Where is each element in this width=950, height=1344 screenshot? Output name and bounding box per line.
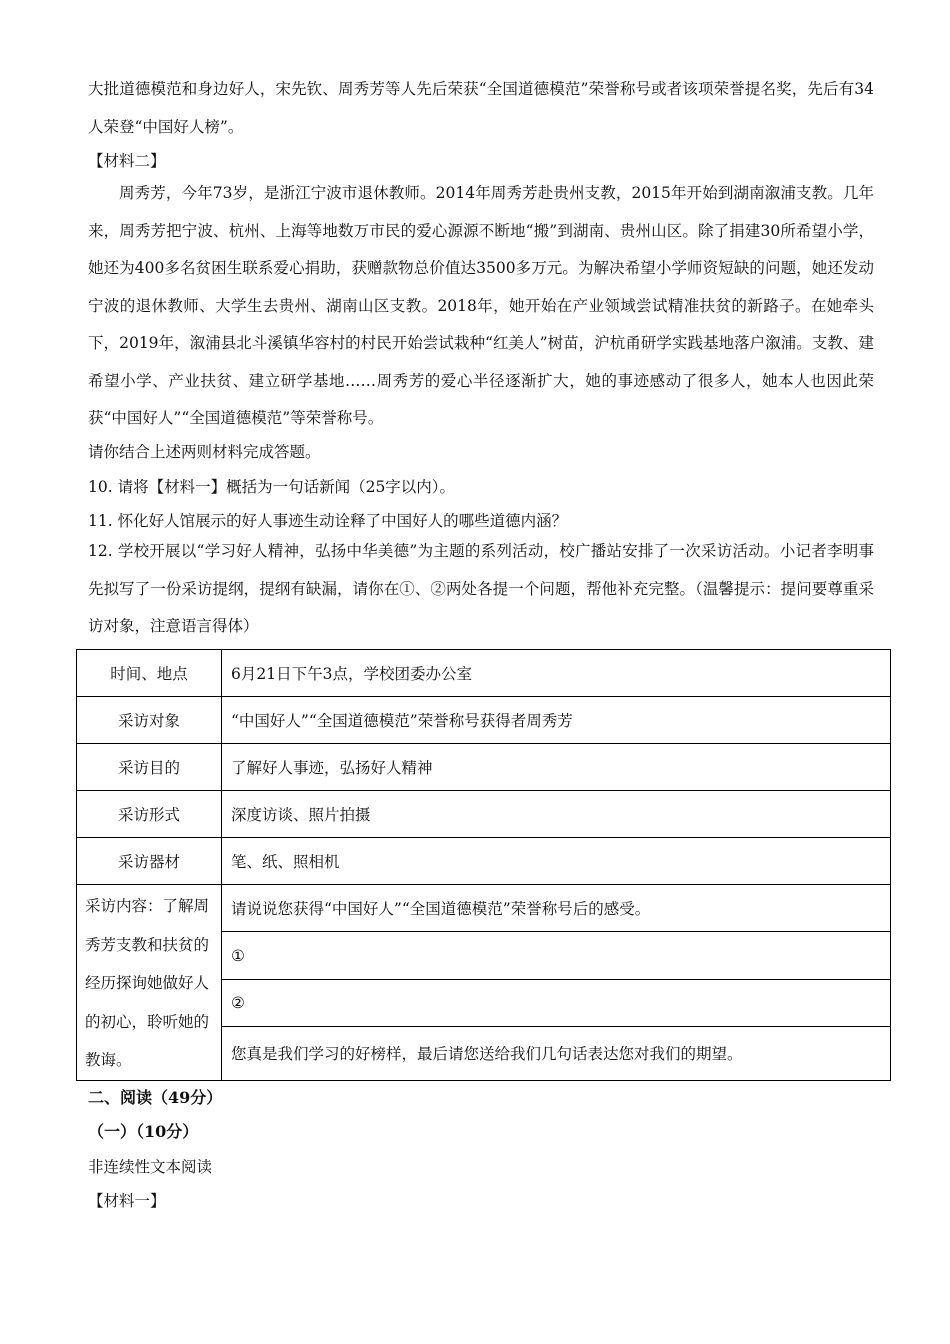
row-label: 时间、地点 — [77, 650, 222, 697]
material2-heading: 【材料二】 — [88, 152, 166, 170]
interview-question: 您真是我们学习的好榜样，最后请您送给我们几句话表达您对我们的期望。 — [222, 1027, 891, 1080]
row-label: 采访对象 — [77, 697, 222, 744]
question-11: 11. 怀化好人馆展示的好人事迹生动诠释了中国好人的哪些道德内涵？ — [88, 512, 568, 530]
table-row — [77, 791, 891, 838]
row-value: 笔、纸、照相机 — [222, 838, 891, 885]
table-row — [77, 885, 891, 932]
section-title: 二、阅读（49分） — [88, 1088, 223, 1107]
table-row — [77, 697, 891, 744]
interview-question-blank-1[interactable]: ① — [222, 932, 891, 979]
question-10: 10. 请将【材料一】概括为一句话新闻（25字以内）。 — [88, 478, 456, 496]
table-row — [77, 838, 891, 885]
material1-heading: 【材料一】 — [88, 1192, 166, 1210]
table-row — [77, 650, 891, 697]
subsection-title: （一）（10分） — [88, 1122, 199, 1141]
interview-content-label: 采访内容：了解周秀芳支教和扶贫的经历探询她做好人的初心，聆听她的教诲。 — [77, 885, 222, 1081]
question-12: 12. 学校开展以“学习好人精神，弘扬中华美德”为主题的系列活动，校广播站安排了一次采访活动。小记者李明事先拟写了一份采访提纲，提纲有缺漏，请你在①、②两处各提一个问题，帮他补充完整。（温馨提示：提问要尊重采访对象，注意语言得体） — [88, 542, 874, 635]
row-label: 采访目的 — [77, 744, 222, 791]
row-value: “中国好人”“全国道德模范”荣誉称号获得者周秀芳 — [222, 697, 891, 744]
interview-question-blank-2[interactable]: ② — [222, 979, 891, 1026]
row-value: 深度访谈、照片拍摄 — [222, 791, 891, 838]
reading-type: 非连续性文本阅读 — [88, 1158, 213, 1176]
interview-question: 请说说您获得“中国好人”“全国道德模范”荣誉称号后的感受。 — [222, 885, 891, 932]
row-label: 采访形式 — [77, 791, 222, 838]
table-row — [77, 744, 891, 791]
material1-tail-paragraph: 大批道德模范和身边好人，宋先钦、周秀芳等人先后荣获“全国道德模范”荣誉称号或者该项荣誉提名奖，先后有34人荣登“中国好人榜”。 — [88, 80, 874, 136]
interview-outline-table — [76, 649, 891, 1081]
row-label: 采访器材 — [77, 838, 222, 885]
instruction-text: 请你结合上述两则材料完成答题。 — [88, 443, 321, 461]
row-value: 6月21日下午3点，学校团委办公室 — [222, 650, 891, 697]
material2-paragraph: 周秀芳，今年73岁，是浙江宁波市退休教师。2014年周秀芳赴贵州支教，2015年开始到湖南溆浦支教。几年来，周秀芳把宁波、杭州、上海等地数万市民的爱心源源不断地“搬”到湖南、贵州山区。除了捐建30所希望小学，她还为400多名贫困生联系爱心捐助，获赠款物总价值达3500多万元。为解决希望小学师资短缺的问题，她还发动宁波的退休教师、大学生去贵州、湖南山区支教。2018年，她开始在产业领域尝试精准扶贫的新路子。在她牵头下，2019年，溆浦县北斗溪镇华容村的村民开始尝试栽种“红美人”树苗，沪杭甬研学实践基地落户溆浦。支教、建希望小学、产业扶贫、建立研学基地……周秀芳的爱心半径逐渐扩大，她的事迹感动了很多人，她本人也因此荣获“中国好人”“全国道德模范”等荣誉称号。 — [88, 184, 874, 427]
row-value: 了解好人事迹，弘扬好人精神 — [222, 744, 891, 791]
